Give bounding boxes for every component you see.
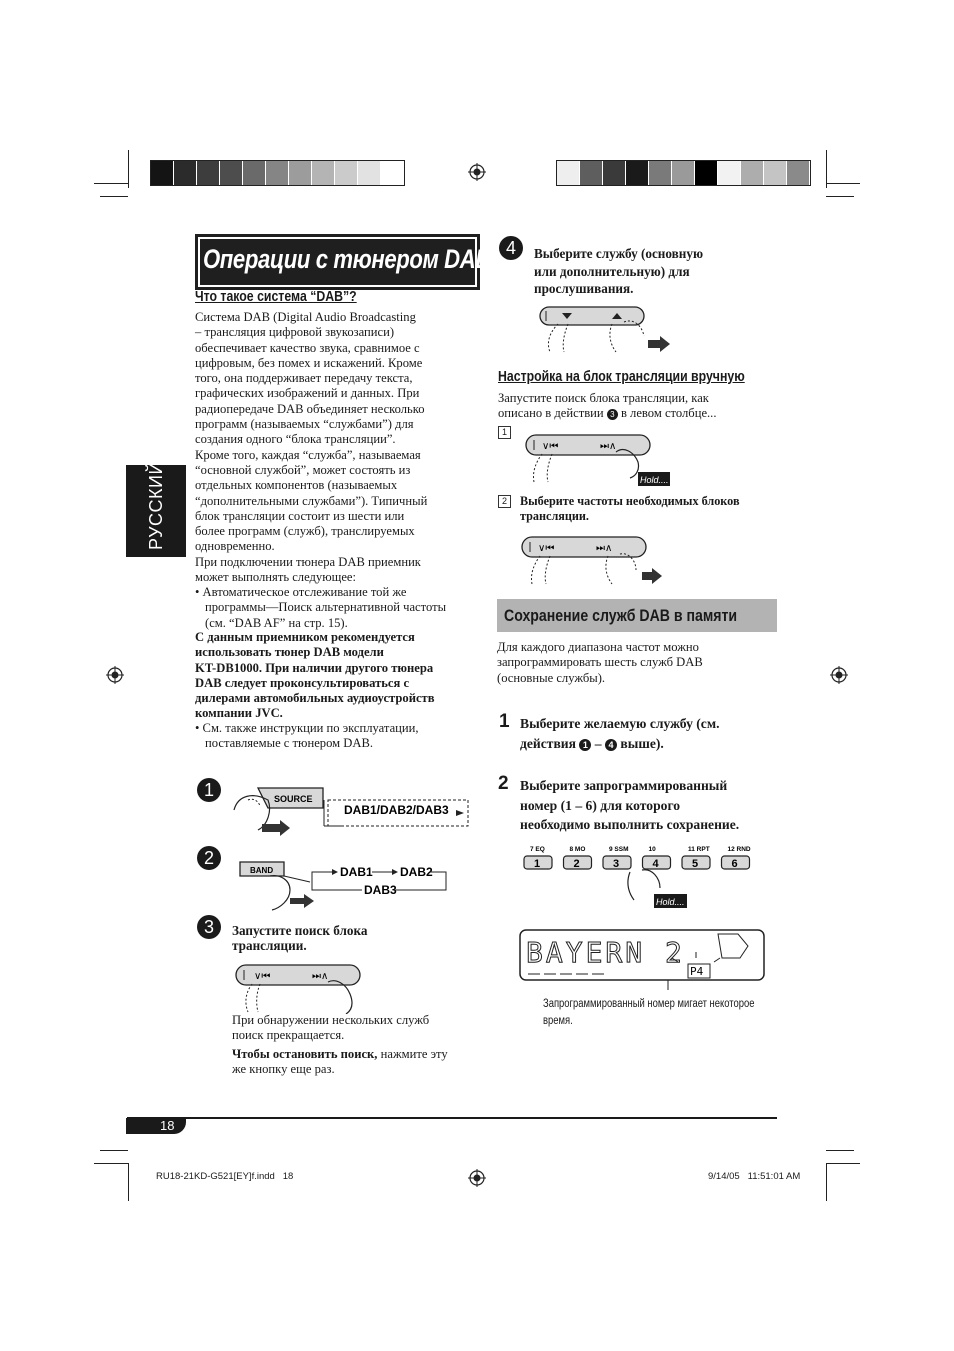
caption-line: время. [543, 1015, 573, 1027]
substep-2-line: трансляции. [520, 509, 589, 524]
color-swatch [649, 161, 672, 185]
crop-mark [826, 1150, 854, 1151]
color-swatch [266, 161, 289, 185]
step-3-note-line: При обнаружении нескольких служб [232, 1013, 430, 1027]
memory-step-2-line: Выберите запрограммированный [520, 778, 728, 793]
display-text: BAYERN 2 [526, 936, 685, 969]
seek-down-icon: ∨⏮ [254, 971, 271, 982]
finger-dashed [533, 454, 552, 482]
crop-mark [826, 196, 854, 197]
preset-secondary-label: 12 RND [727, 846, 751, 853]
bullet-instructions-line: поставляемые с тюнером DAB. [205, 736, 373, 751]
footer-rule [127, 1117, 777, 1119]
intro-line: одновременно. [195, 539, 275, 554]
substep-2-number: 2 [498, 495, 511, 508]
color-swatch [557, 161, 580, 185]
dab1-label: DAB1 [340, 865, 373, 879]
intro-line: блок трансляции состоит из шести или [195, 508, 405, 523]
manual-intro-tail: в левом столбце... [617, 406, 717, 421]
step-3-note [232, 1013, 429, 1044]
step-4-number: 4 [499, 236, 523, 260]
step-4-line: прослушивания. [534, 281, 634, 296]
select-button-shape [540, 307, 644, 325]
step-3-line: Запустите поиск блока [232, 923, 368, 938]
preset-secondary-label: 7 EQ [530, 846, 545, 853]
color-swatch [174, 161, 197, 185]
dab2-label: DAB2 [400, 865, 433, 879]
frequency-select-diagram [518, 534, 668, 586]
page-number: 18 [160, 1118, 175, 1133]
intro-line: более программ (служб), транслируемых [195, 524, 415, 539]
language-tab [126, 461, 186, 557]
arrowhead-icon [332, 869, 338, 875]
bullet-af-line: программы—Поиск альтернативной частоты [205, 600, 447, 615]
page-number-tab [126, 1118, 186, 1134]
color-swatch [243, 161, 266, 185]
color-swatch [764, 161, 787, 185]
bullet-instructions [195, 721, 470, 752]
intro-line: “основной службой”, может состоять из [195, 462, 411, 477]
preset-number: 6 [731, 858, 738, 870]
substep-2-line: Выберите частоты необходимых блоков [520, 494, 740, 508]
subheading-dab [195, 288, 357, 305]
crop-mark [826, 183, 860, 184]
memory-heading-text: Сохранение служб DAB в памяти [504, 606, 738, 625]
crop-mark [826, 1163, 827, 1201]
intro-line: графических изображений и данных. При [195, 386, 420, 401]
source-button-diagram [228, 780, 474, 840]
recommendation-line: дилерами автомобильных аудиоустройств [195, 691, 435, 706]
registration-mark-icon [830, 666, 848, 684]
intro-line: отдельных компонентов (называемых [195, 478, 398, 493]
hold-label: Hold.... [656, 897, 685, 907]
manual-intro-line1: Запустите поиск блока трансляции, как [498, 391, 709, 405]
recommendation-line: DAB следует проконсультироваться с [195, 675, 410, 690]
color-swatch [220, 161, 243, 185]
registration-mark-icon [468, 1169, 486, 1187]
intro-line: цифровым, без помех и искажений. Кроме [195, 355, 423, 370]
recommendation-line: компании JVC. [195, 706, 283, 721]
preset-number: 3 [613, 858, 620, 870]
band-button-diagram [232, 856, 462, 914]
intro-line: может выполнять следующее: [195, 570, 357, 585]
intro-paragraph [195, 310, 465, 585]
intro-line: Кроме того, каждая “служба”, называемая [195, 447, 421, 462]
memory-intro-line: (основные службы). [497, 670, 606, 685]
preset-secondary-label: 9 SSM [609, 846, 629, 853]
arrow-icon [642, 568, 662, 584]
intro-line: При подключении тюнера DAB приемник [195, 554, 421, 569]
stop-bold: Чтобы остановить поиск, [232, 1047, 378, 1061]
memory-intro [497, 640, 703, 686]
color-swatch [312, 161, 335, 185]
bullet-af [195, 585, 470, 631]
manual-tuning-heading [498, 368, 745, 385]
recommendation-paragraph [195, 630, 470, 722]
finger-dashed [246, 984, 260, 1012]
manual-tuning-heading-text: Настройка на блок трансляции вручную [498, 368, 745, 385]
registration-mark-icon [106, 666, 124, 684]
memory-intro-line: запрограммировать шесть служб DAB [497, 655, 703, 670]
bullet-af-line: (см. “DAB AF” на стр. 15). [205, 615, 348, 630]
memory-step-1-tail: выше). [616, 735, 664, 751]
arrowhead-icon [456, 810, 464, 816]
inline-step-num: 4 [605, 739, 617, 751]
color-swatch [603, 161, 626, 185]
preset-buttons-diagram [520, 842, 760, 912]
color-swatch [695, 161, 718, 185]
preset-number: 2 [573, 858, 580, 870]
preset-secondary-label: 10 [648, 846, 656, 853]
step-3-number: 3 [197, 915, 221, 939]
crop-mark [128, 150, 129, 188]
footer-date: 9/14/05 11:51:01 AM [708, 1171, 801, 1182]
seek-up-icon: ⏭∧ [596, 543, 613, 554]
seek-down-icon: ∨⏮ [542, 441, 559, 452]
footer-file: RU18-21KD-G521[EY]f.indd 18 [156, 1171, 294, 1182]
source-button-label: SOURCE [274, 794, 313, 804]
step-2-number: 2 [197, 846, 221, 870]
color-swatch [289, 161, 312, 185]
intro-line: того, она поддерживает передачу текста, [195, 371, 413, 386]
preset-secondary-label: 11 RPT [688, 846, 710, 853]
service-select-diagram [536, 304, 676, 354]
recommendation-line: KT-DB1000. При наличии другого тюнера [195, 660, 434, 675]
memory-step-1-number: 1 [499, 711, 510, 732]
dash: – [591, 735, 605, 751]
color-swatch [580, 161, 603, 185]
color-swatch [626, 161, 649, 185]
color-swatch [358, 161, 381, 185]
bullet-instructions-line: • См. также инструкции по эксплуатации, [195, 721, 419, 735]
crop-mark [94, 183, 128, 184]
intro-line: программ (называемых “службами”) для [195, 417, 414, 432]
intro-line: Система DAB (Digital Audio Broadcasting [195, 310, 416, 324]
crop-mark [826, 1163, 860, 1164]
color-swatch [335, 161, 358, 185]
step-3-line: трансляции. [232, 938, 307, 954]
preset-number: 1 [534, 858, 541, 870]
finger-outline [328, 981, 352, 1014]
intro-line: “дополнительными службами”). Типичный [195, 493, 428, 508]
memory-step-1-line2: действия [520, 735, 580, 751]
crop-mark [128, 1163, 129, 1201]
memory-step-2-line: необходимо выполнить сохранение. [520, 817, 740, 832]
band-button-label: BAND [250, 866, 274, 875]
color-swatch [741, 161, 764, 185]
arrowhead-icon [392, 869, 398, 875]
step-3-note-line: поиск прекращается. [232, 1028, 345, 1043]
crop-mark [100, 1150, 128, 1151]
intro-line: – трансляция цифровой звукозаписи) [195, 325, 395, 340]
dab3-label: DAB3 [364, 883, 397, 897]
color-swatch [197, 161, 220, 185]
subheading-text: Что такое система “DAB”? [195, 288, 357, 305]
connector-line [284, 876, 310, 882]
step-1-number: 1 [197, 778, 221, 802]
preset-number: 5 [692, 858, 699, 870]
arrow-icon [648, 336, 670, 352]
hold-label: Hold.... [640, 475, 669, 485]
finger-dashed [606, 554, 636, 584]
color-swatch [151, 161, 174, 185]
caption-line: Запрограммированный номер мигает некоторое [543, 998, 755, 1010]
substep-1-number: 1 [498, 426, 511, 439]
step-4-line: или дополнительную) для [534, 263, 690, 279]
finger-dashed [548, 324, 568, 352]
language-tab-label: РУССКИЙ [146, 461, 166, 550]
page-title-box [195, 234, 491, 290]
stop-rest: нажмите эту [377, 1047, 448, 1061]
memory-step-2-text [520, 776, 739, 835]
step-3-text [232, 923, 368, 954]
preset-indicator-text: P4 [690, 965, 704, 978]
inline-step-num: 1 [579, 739, 591, 751]
crop-mark [100, 196, 128, 197]
substep-2-text [520, 494, 740, 525]
preset-number: 4 [652, 858, 659, 870]
step-4-line: Выберите службу (основную [534, 246, 704, 261]
finger-press [248, 799, 260, 806]
memory-step-1-line1: Выберите желаемую службу (см. [520, 716, 720, 731]
seek-down-icon: ∨⏮ [538, 543, 555, 554]
manual-seek-diagram [522, 432, 672, 488]
display-caption [543, 996, 754, 1030]
display-panel [518, 928, 768, 993]
color-swatch [381, 161, 404, 185]
memory-step-2-line: номер (1 – 6) для которого [520, 797, 681, 813]
intro-line: радиопередаче DAB объединяет несколько [195, 401, 425, 416]
memory-section-heading [497, 599, 777, 632]
color-swatch [672, 161, 695, 185]
memory-step-2-number: 2 [498, 773, 509, 794]
color-bar-right [556, 160, 811, 186]
manual-intro-line2: описано в действии [498, 406, 607, 421]
arrow-icon [290, 894, 314, 908]
intro-line: создания одного “блока трансляции”. [195, 432, 396, 447]
finger-outline [270, 876, 290, 910]
step-3-stop [232, 1047, 448, 1078]
color-bar-left [150, 160, 405, 186]
bullet-af-line: • Автоматическое отслеживание той же [195, 585, 407, 599]
seek-up-icon: ⏭∧ [312, 971, 329, 982]
intro-line: обеспечивает качество звука, сравнимое с [195, 340, 420, 355]
registration-mark-icon [468, 163, 486, 181]
memory-step-1-text [520, 714, 720, 753]
recommendation-line: использовать тюнер DAB модели [195, 645, 384, 660]
stop-line2: же кнопку еще раз. [232, 1062, 335, 1077]
search-button-diagram [232, 962, 372, 1014]
dab-cycle-label: DAB1/DAB2/DAB3 [344, 803, 449, 817]
crop-mark [94, 1163, 128, 1164]
seek-up-icon: ⏭∧ [600, 441, 617, 452]
inline-step-num: 3 [607, 409, 618, 420]
recommendation-line: С данным приемником рекомендуется [195, 630, 415, 644]
color-swatch [718, 161, 741, 185]
memory-intro-line: Для каждого диапазона частот можно [497, 640, 699, 654]
finger-dashed [531, 556, 550, 584]
manual-intro [498, 391, 716, 422]
preset-secondary-label: 8 MO [569, 846, 586, 853]
step-4-text [534, 245, 703, 298]
color-swatch [787, 161, 810, 185]
page-title: Операции с тюнером DAB [203, 244, 491, 274]
